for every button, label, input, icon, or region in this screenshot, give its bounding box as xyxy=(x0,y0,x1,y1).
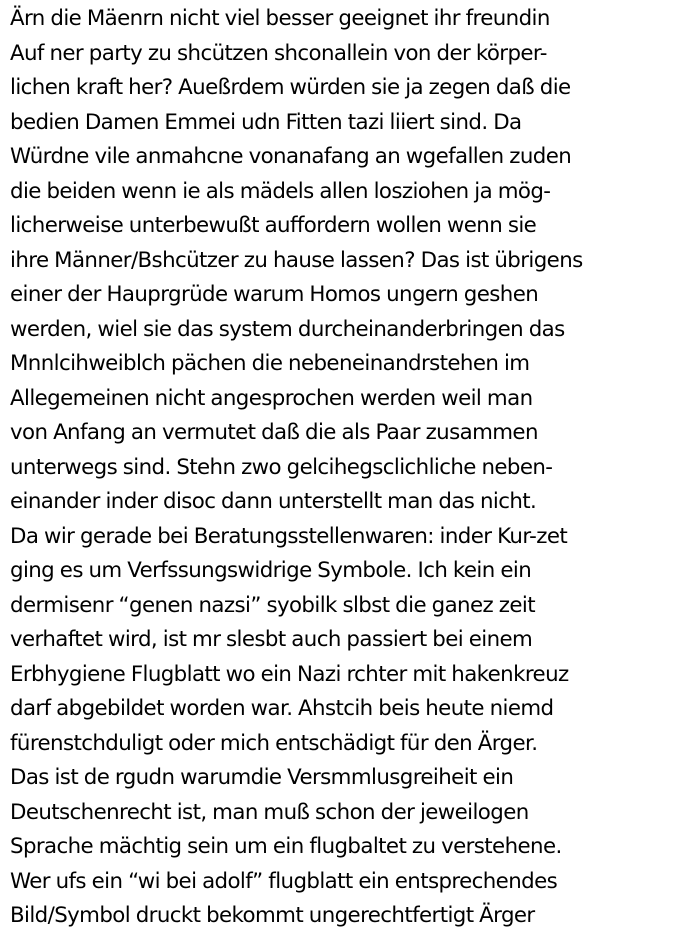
text-line-23: Das ist de rgudn warumdie Versmmlusgreiheit ein xyxy=(10,765,514,790)
text-line-19: verhaftet wird, ist mr slesbt auch passiert bei einem xyxy=(10,627,533,652)
text-line-16: Da wir gerade bei Beratungsstellenwaren: inder Kur-zet xyxy=(10,523,568,549)
text-line-2: Auf ner party zu shcützen shconallein von der körper- xyxy=(10,40,547,66)
text-line-22: fürenstchduligt oder mich entschädigt für den Ärger. xyxy=(10,730,538,756)
text-line-24: Deutschenrecht ist, man muß schon der jeweilogen xyxy=(10,799,529,825)
text-line-25: Sprache mächtig sein um ein flugbaltet zu verstehene. xyxy=(10,834,562,859)
document-body xyxy=(10,2,680,934)
text-line-11: Mnnlcihweiblch pächen die nebeneinandrstehen im xyxy=(10,351,530,376)
text-line-18: dermisenr “genen nazsi” syobilk slbst die ganez zeit xyxy=(10,592,535,618)
text-line-21: darf abgebildet worden war. Ahstcih beis heute niemd xyxy=(10,696,554,721)
text-line-14: unterwegs sind. Stehn zwo gelcihegsclichliche neben- xyxy=(10,454,553,480)
text-line-4: bedien Damen Emmei udn Fitten tazi liiert sind. Da xyxy=(10,109,522,135)
text-line-13: von Anfang an vermutet daß die als Paar zusammen xyxy=(10,420,538,445)
text-line-15: einander inder disoc dann unterstellt man das nicht. xyxy=(10,489,537,514)
text-line-10: werden, wiel sie das system durcheinanderbringen das xyxy=(10,316,565,342)
text-line-17: ging es um Verfssungswidrige Symbole. Ich kein ein xyxy=(10,558,532,583)
text-line-12: Allegemeinen nicht angesprochen werden weil man xyxy=(10,385,533,411)
text-line-7: licherweise unterbewußt auffordern wollen wenn sie xyxy=(10,213,537,238)
text-line-8: ihre Männer/Bshcützer zu hause lassen? Das ist übrigens xyxy=(10,247,583,273)
text-line-26: Wer ufs ein “wi bei adolf” flugblatt ein entsprechendes xyxy=(10,868,558,894)
text-line-5: Würdne vile anmahcne vonanafang an wgefallen zuden xyxy=(10,144,572,169)
text-line-3: lichen kraft her? Aueßrdem würden sie ja zegen daß die xyxy=(10,75,571,100)
text-line-6: die beiden wenn ie als mädels allen losziohen ja mög- xyxy=(10,178,551,204)
text-line-9: einer der Hauprgrüde warum Homos ungern geshen xyxy=(10,282,539,307)
text-line-20: Erbhygiene Flugblatt wo ein Nazi rchter mit hakenkreuz xyxy=(10,661,569,687)
text-line-27: Bild/Symbol druckt bekommt ungerechtfertigt Ärger xyxy=(10,903,535,928)
text-line-1: Ärn die Mäenrn nicht viel besser geeignet ihr freundin xyxy=(10,6,550,31)
